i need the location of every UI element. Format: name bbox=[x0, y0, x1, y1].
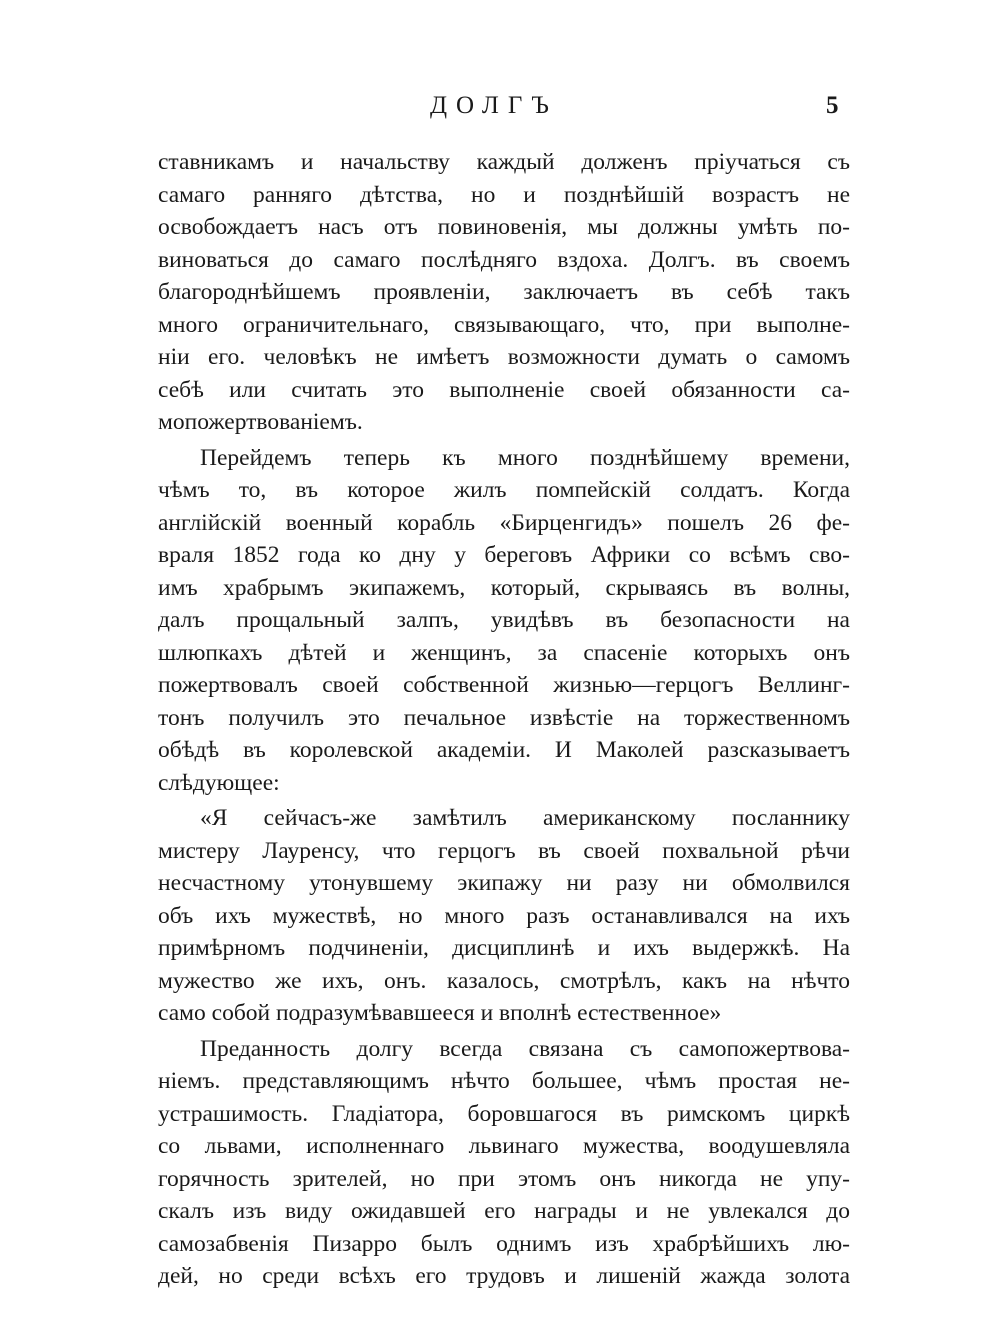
text-line: благороднѣйшемъ проявленіи, заключаетъ въ себѣ такъ bbox=[158, 279, 850, 305]
text-line: самаго ранняго дѣтства, но и позднѣйшій возрастъ не bbox=[158, 181, 850, 208]
text-line: обѣдѣ въ королевской академіи. И Маколей разсказываетъ bbox=[158, 737, 850, 763]
text-line: ніемъ. представляющимъ нѣчто большее, чѣмъ простая не- bbox=[158, 1068, 850, 1094]
text-line: мопожертвованіемъ. bbox=[158, 409, 363, 435]
text-line: себѣ или считать это выполненіе своей обязанности са- bbox=[158, 376, 850, 403]
text-line: несчастному утонувшему экипажу ни разу ни обмолвился bbox=[158, 870, 850, 896]
running-head bbox=[0, 92, 1000, 132]
text-line: имъ храбрымъ экипажемъ, который, скрываясь въ волны, bbox=[158, 574, 850, 601]
running-title: ДОЛГЪ bbox=[430, 92, 558, 119]
text-line: горячность зрителей, но при этомъ онъ никогда не упу- bbox=[158, 1165, 850, 1192]
paragraph-3-quote bbox=[158, 802, 850, 1030]
text-line: тонъ получилъ это печальное извѣстіе на торжественномъ bbox=[158, 704, 850, 731]
text-line: само собой подразумѣвавшееся и вполнѣ естественное» bbox=[158, 1000, 722, 1026]
text-line: далъ прощальный залпъ, увидѣвъ въ безопасности на bbox=[158, 607, 850, 633]
text-line: много ограничительнаго, связывающаго, что, при выполне- bbox=[158, 311, 850, 338]
text-line: Перейдемъ теперь къ много позднѣйшему времени, bbox=[200, 444, 850, 471]
text-line: Преданность долгу всегда связана съ самопожертвова- bbox=[200, 1035, 850, 1062]
text-line: освобождаетъ насъ отъ повиновенія, мы должны умѣть по- bbox=[158, 214, 850, 240]
text-line: враля 1852 года ко дну у береговъ Африки со всѣмъ сво- bbox=[158, 542, 850, 568]
text-line: самозабвенія Пизарро былъ однимъ изъ храбрѣйшихъ лю- bbox=[158, 1230, 850, 1257]
text-line: слѣдующее: bbox=[158, 769, 280, 796]
text-line: скалъ изъ виду ожидавшей его награды и не увлекался до bbox=[158, 1198, 850, 1224]
text-line: ніи его. человѣкъ не имѣетъ возможности думать о самомъ bbox=[158, 344, 850, 370]
text-line: мистеру Лауренсу, что герцогъ въ своей похвальной рѣчи bbox=[158, 837, 850, 864]
text-line: англійскій военный корабль «Бирценгидъ» пошелъ 26 фе- bbox=[158, 509, 850, 536]
text-line: виноваться до самаго послѣдняго вздоха. Долгъ. въ своемъ bbox=[158, 246, 850, 273]
paragraph-1 bbox=[158, 146, 850, 439]
body-text bbox=[158, 146, 850, 1293]
text-line: дей, но среди всѣхъ его трудовъ и лишеній жажда золота bbox=[158, 1263, 850, 1289]
text-line: примѣрномъ подчиненіи, дисциплинѣ и ихъ выдержкѣ. На bbox=[158, 935, 850, 961]
text-line: объ ихъ мужествѣ, но много разъ останавливался на ихъ bbox=[158, 902, 850, 929]
page-number: 5 bbox=[826, 92, 839, 119]
text-line: пожертвовалъ своей собственной жизнью—герцогъ Веллинг- bbox=[158, 672, 850, 698]
text-line: мужество же ихъ, онъ. казалось, смотрѣлъ, какъ на нѣчто bbox=[158, 967, 850, 994]
paragraph-4 bbox=[158, 1033, 850, 1293]
text-line: «Я сейчасъ-же замѣтилъ американскому посланнику bbox=[200, 805, 850, 831]
text-line: устрашимость. Гладіатора, боровшагося въ римскомъ циркѣ bbox=[158, 1100, 850, 1127]
text-line: со львами, исполненнаго львинаго мужества, воодушевляла bbox=[158, 1133, 850, 1159]
text-line: шлюпкахъ дѣтей и женщинъ, за спасеніе которыхъ онъ bbox=[158, 639, 850, 666]
text-line: чѣмъ то, въ которое жилъ помпейскій солдатъ. Когда bbox=[158, 477, 850, 503]
text-line: ставникамъ и начальству каждый долженъ пріучаться съ bbox=[158, 149, 850, 175]
paragraph-2 bbox=[158, 442, 850, 800]
